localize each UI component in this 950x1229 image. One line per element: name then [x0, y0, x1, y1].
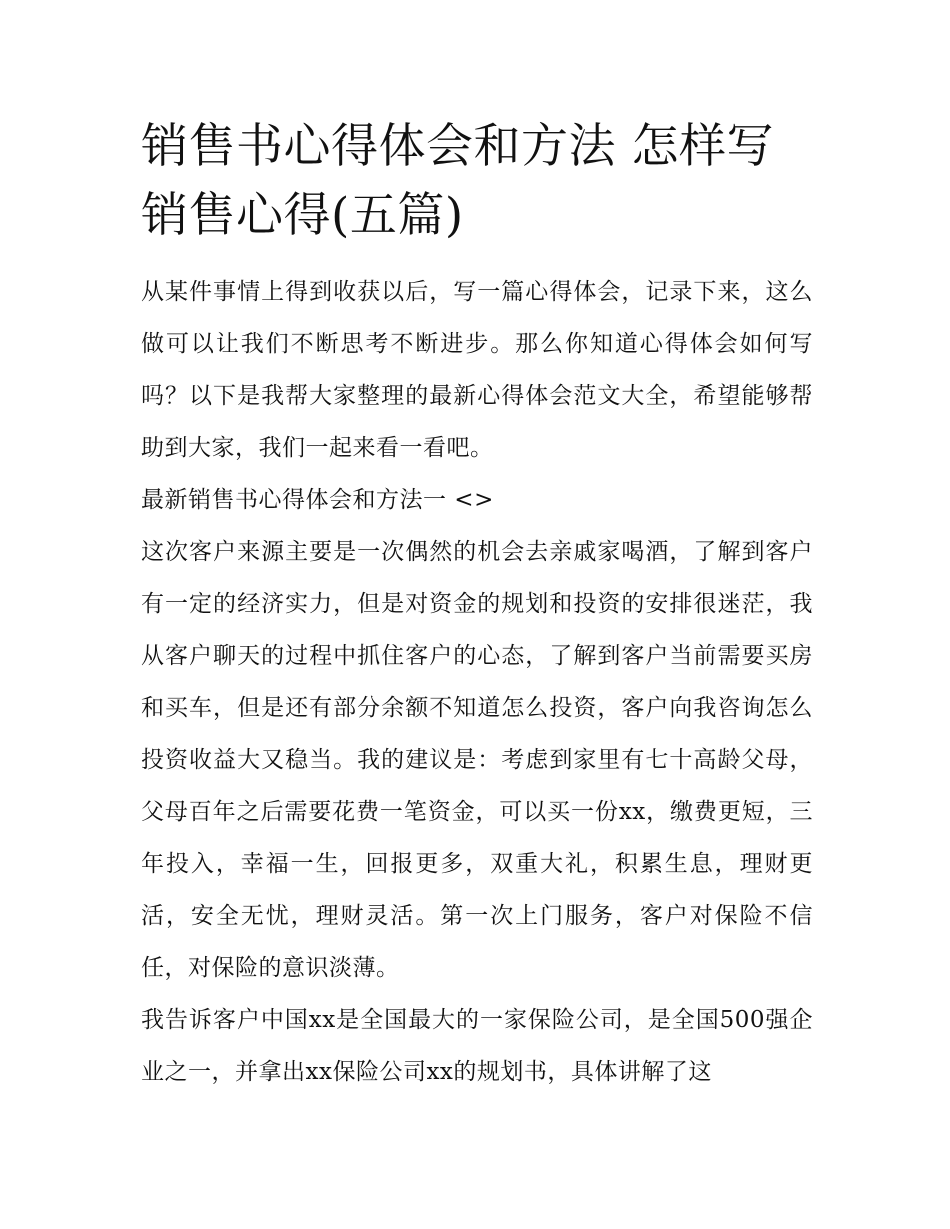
body-paragraph: 我告诉客户中国xx是全国最大的一家保险公司，是全国500强企业之一，并拿出xx保险公司xx的规划书，具体讲解了这	[141, 1007, 813, 1085]
document-page	[141, 112, 813, 1098]
document-title: 销售书心得体会和方法 怎样写销售心得(五篇)	[141, 119, 774, 243]
intro-paragraph: 从某件事情上得到收获以后，写一篇心得体会，记录下来，这么做可以让我们不断思考不断进步。那么你知道心得体会如何写吗？以下是我帮大家整理的最新心得体会范文大全，希望能够帮助到大家，我们一起来看一看吧。	[141, 279, 813, 461]
body-paragraph: 这次客户来源主要是一次偶然的机会去亲戚家喝酒，了解到客户有一定的经济实力，但是对资金的规划和投资的安排很迷茫，我从客户聊天的过程中抓住客户的心态，了解到客户当前需要买房和买车，但是还有部分余额不知道怎么投资，客户向我咨询怎么投资收益大又稳当。我的建议是：考虑到家里有七十高龄父母，父母百年之后需要花费一笔资金，可以买一份xx，缴费更短，三年投入，幸福一生，回报更多，双重大礼，积累生息，理财更活，安全无忧，理财灵活。第一次上门服务，客户对保险不信任，对保险的意识淡薄。	[141, 539, 813, 981]
section-heading: 最新销售书心得体会和方法一 <>	[141, 487, 494, 513]
document-body	[141, 266, 813, 1098]
